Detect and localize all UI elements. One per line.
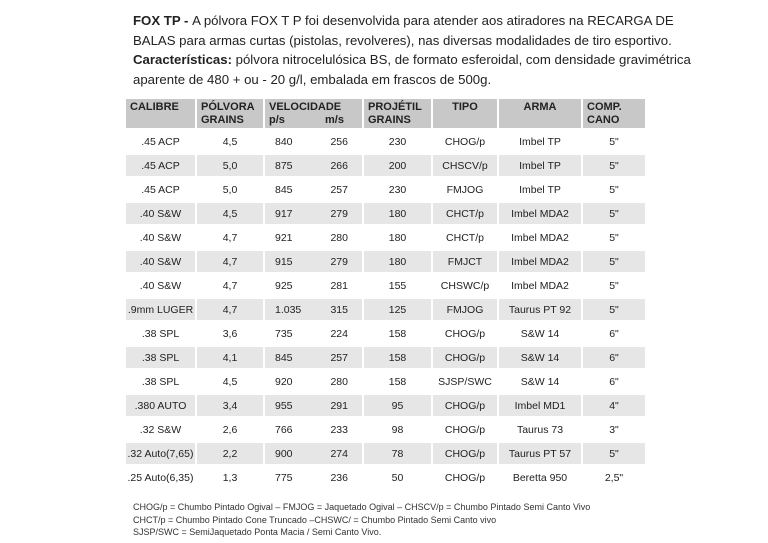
polvora-cell: 4,5 — [197, 203, 265, 224]
polvora-cell: 2,2 — [197, 443, 265, 464]
arma-cell: S&W 14 — [499, 371, 583, 392]
cano-cell: 5" — [609, 135, 619, 148]
calibre-cell: .40 S&W — [126, 275, 197, 296]
tipo-cell: FMJOG — [433, 299, 499, 320]
tipo-cell: FMJOG — [433, 179, 499, 200]
header-polvora: PÓLVORA GRAINS — [197, 99, 265, 128]
calibre-cell: .40 S&W — [126, 251, 197, 272]
arma-cell: Imbel MDA2 — [499, 203, 583, 224]
intro-text — [133, 11, 693, 89]
tipo-cell: CHCT/p — [433, 203, 499, 224]
tipo-cell: SJSP/SWC — [433, 371, 499, 392]
table-row — [126, 275, 645, 296]
velocidade-cell — [265, 179, 364, 200]
table-row — [126, 371, 645, 392]
cano-cell: 5" — [609, 279, 619, 292]
cano-cell: 6" — [609, 375, 619, 388]
velocity-ps: 915 — [275, 255, 293, 268]
legend-line: CHOG/p = Chumbo Pintado Ogival – FMJOG = Jaquetado Ogival – CHSCV/p = Chumbo Pintado Semi Canto Vivo — [133, 502, 591, 512]
arma-cell: Imbel TP — [499, 179, 583, 200]
table-row — [126, 467, 645, 488]
table-row — [126, 299, 645, 320]
velocity-ms: 291 — [330, 399, 348, 412]
calibre-cell: .32 Auto(7,65) — [126, 443, 197, 464]
header-tipo: TIPO — [433, 99, 499, 128]
projetil-cell: 125 — [364, 299, 433, 320]
tipo-cell: FMJCT — [433, 251, 499, 272]
arma-cell: Taurus PT 57 — [499, 443, 583, 464]
arma-cell: Imbel TP — [499, 155, 583, 176]
projetil-cell: 230 — [364, 131, 433, 152]
table-header-row — [126, 99, 645, 128]
velocidade-cell — [265, 131, 364, 152]
table-row — [126, 419, 645, 440]
velocity-ms: 256 — [330, 135, 348, 148]
velocity-ms: 279 — [330, 207, 348, 220]
velocidade-cell — [265, 299, 364, 320]
velocity-ms: 257 — [330, 351, 348, 364]
velocidade-cell — [265, 323, 364, 344]
calibre-cell: .38 SPL — [126, 347, 197, 368]
velocity-ps: 735 — [275, 327, 293, 340]
arma-cell: Taurus PT 92 — [499, 299, 583, 320]
header-velocidade: VELOCIDADE p/s m/s — [265, 99, 364, 128]
cano-cell: 6" — [583, 347, 645, 368]
header-comp-cano: COMP. CANO — [583, 99, 645, 128]
velocity-ps: 925 — [275, 279, 293, 292]
arma-cell: Imbel MDA2 — [499, 227, 583, 248]
velocidade-cell — [265, 467, 364, 488]
velocidade-cell — [265, 419, 364, 440]
projetil-cell: 230 — [364, 179, 433, 200]
cano-cell: 5" — [583, 251, 645, 272]
velocidade-cell — [265, 227, 364, 248]
cano-cell: 5" — [609, 183, 619, 196]
projetil-cell: 98 — [364, 419, 433, 440]
velocity-ps: 1.035 — [275, 303, 302, 316]
velocidade-cell — [265, 203, 364, 224]
polvora-cell: 4,1 — [197, 347, 265, 368]
calibre-cell: .45 ACP — [126, 155, 197, 176]
arma-cell: Imbel MDA2 — [499, 275, 583, 296]
tipo-cell: CHOG/p — [433, 467, 499, 488]
projetil-cell: 78 — [364, 443, 433, 464]
table-row — [126, 155, 645, 176]
polvora-cell: 3,4 — [197, 395, 265, 416]
cano-cell: 5" — [583, 299, 645, 320]
projetil-cell: 158 — [364, 323, 433, 344]
velocity-ps: 845 — [275, 351, 293, 364]
projetil-cell: 155 — [364, 275, 433, 296]
projetil-cell: 158 — [364, 347, 433, 368]
projetil-cell: 158 — [364, 371, 433, 392]
specs-paragraph — [133, 50, 693, 89]
table-row — [126, 203, 645, 224]
velocidade-cell — [265, 443, 364, 464]
tipo-cell: CHOG/p — [433, 347, 499, 368]
cano-cell: 6" — [609, 327, 619, 340]
header-calibre: CALIBRE — [126, 99, 197, 128]
table-row — [126, 131, 645, 152]
polvora-cell: 5,0 — [197, 179, 265, 200]
velocity-ps: 900 — [275, 447, 293, 460]
legend-line: CHCT/p = Chumbo Pintado Cone Truncado –CHSWC/ = Chumbo Pintado Semi Canto vivo — [133, 514, 497, 525]
arma-cell: Imbel TP — [499, 131, 583, 152]
velocity-ms: 266 — [330, 159, 348, 172]
arma-cell: S&W 14 — [499, 323, 583, 344]
header-vel-ps: p/s — [269, 114, 285, 126]
product-description: A pólvora FOX T P foi desenvolvida para atender aos atiradores na RECARGA DE BALAS para armas curtas (pistolas, revolveres), nas diversas modalidades de tiro esportivo. — [133, 13, 674, 48]
velocity-ms: 279 — [330, 255, 348, 268]
projetil-cell: 200 — [364, 155, 433, 176]
calibre-cell: .38 SPL — [126, 323, 197, 344]
velocity-ms: 236 — [330, 471, 348, 484]
polvora-cell: 4,7 — [197, 299, 265, 320]
tipo-cell: CHOG/p — [433, 395, 499, 416]
tipo-cell: CHOG/p — [433, 131, 499, 152]
calibre-cell: .32 S&W — [126, 419, 197, 440]
velocity-ps: 920 — [275, 375, 293, 388]
table-row — [126, 323, 645, 344]
tipo-cell: CHCT/p — [433, 227, 499, 248]
polvora-cell: 4,7 — [197, 275, 265, 296]
cano-cell: 3" — [609, 423, 619, 436]
header-vel-ms: m/s — [325, 114, 344, 126]
velocity-ms: 274 — [330, 447, 348, 460]
velocity-ps: 845 — [275, 183, 293, 196]
cano-cell: 5" — [583, 443, 645, 464]
polvora-cell: 4,5 — [197, 371, 265, 392]
polvora-cell: 1,3 — [197, 467, 265, 488]
velocity-ms: 280 — [330, 375, 348, 388]
calibre-cell: .45 ACP — [126, 179, 197, 200]
velocidade-cell — [265, 395, 364, 416]
calibre-cell: .380 AUTO — [126, 395, 197, 416]
velocity-ps: 921 — [275, 231, 293, 244]
specs-text: pólvora nitrocelulósica BS, de formato esferoidal, com densidade gravimétrica aparente de 480 + ou - 20 g/l, embalada em frascos de 500g. — [133, 52, 691, 87]
velocidade-cell — [265, 251, 364, 272]
velocity-ps: 766 — [275, 423, 293, 436]
tipo-cell: CHOG/p — [433, 443, 499, 464]
velocidade-cell — [265, 347, 364, 368]
velocity-ms: 224 — [330, 327, 348, 340]
calibre-cell: .45 ACP — [126, 131, 197, 152]
header-arma: ARMA — [499, 99, 583, 128]
tipo-cell: CHSCV/p — [433, 155, 499, 176]
calibre-cell: .25 Auto(6,35) — [126, 467, 197, 488]
velocity-ps: 955 — [275, 399, 293, 412]
reload-data-table — [126, 96, 645, 491]
polvora-cell: 3,6 — [197, 323, 265, 344]
table-row — [126, 443, 645, 464]
projetil-cell: 95 — [364, 395, 433, 416]
velocity-ms: 233 — [330, 423, 348, 436]
velocity-ps: 917 — [275, 207, 293, 220]
arma-cell: Beretta 950 — [499, 467, 583, 488]
velocity-ms: 257 — [330, 183, 348, 196]
velocity-ps: 775 — [275, 471, 293, 484]
product-name: FOX TP - — [133, 13, 193, 28]
arma-cell: Taurus 73 — [499, 419, 583, 440]
velocity-ps: 875 — [275, 159, 293, 172]
polvora-cell: 2,6 — [197, 419, 265, 440]
polvora-cell: 4,7 — [197, 227, 265, 248]
tipo-cell: CHOG/p — [433, 419, 499, 440]
velocity-ms: 315 — [330, 303, 348, 316]
cano-cell: 5" — [583, 203, 645, 224]
arma-cell: Imbel MDA2 — [499, 251, 583, 272]
cano-cell: 4" — [583, 395, 645, 416]
arma-cell: Imbel MD1 — [499, 395, 583, 416]
calibre-cell: .40 S&W — [126, 227, 197, 248]
polvora-cell: 4,5 — [197, 131, 265, 152]
polvora-cell: 4,7 — [197, 251, 265, 272]
tipo-cell: CHOG/p — [433, 323, 499, 344]
tipo-cell: CHSWC/p — [433, 275, 499, 296]
velocidade-cell — [265, 371, 364, 392]
velocidade-cell — [265, 155, 364, 176]
calibre-cell: .40 S&W — [126, 203, 197, 224]
calibre-cell: .38 SPL — [126, 371, 197, 392]
cano-cell: 5" — [609, 231, 619, 244]
projetil-cell: 180 — [364, 203, 433, 224]
arma-cell: S&W 14 — [499, 347, 583, 368]
cano-cell: 2,5" — [604, 471, 624, 484]
velocity-ms: 280 — [330, 231, 348, 244]
table-row — [126, 179, 645, 200]
velocidade-cell — [265, 275, 364, 296]
projetil-cell: 180 — [364, 251, 433, 272]
legend-line: SJSP/SWC = SemiJaquetado Ponta Macia / Semi Canto Vivo. — [133, 527, 382, 537]
header-projetil: PROJÉTIL GRAINS — [364, 99, 433, 128]
abbreviation-legend — [133, 501, 753, 539]
table-row — [126, 227, 645, 248]
velocity-ms: 281 — [330, 279, 348, 292]
table-row — [126, 347, 645, 368]
intro-paragraph — [133, 11, 693, 50]
table-row — [126, 395, 645, 416]
velocity-ps: 840 — [275, 135, 293, 148]
projetil-cell: 50 — [364, 467, 433, 488]
specs-label: Características: — [133, 52, 236, 67]
calibre-cell: .9mm LUGER — [126, 299, 197, 320]
projetil-cell: 180 — [364, 227, 433, 248]
cano-cell: 5" — [583, 155, 645, 176]
table-row — [126, 251, 645, 272]
polvora-cell: 5,0 — [197, 155, 265, 176]
